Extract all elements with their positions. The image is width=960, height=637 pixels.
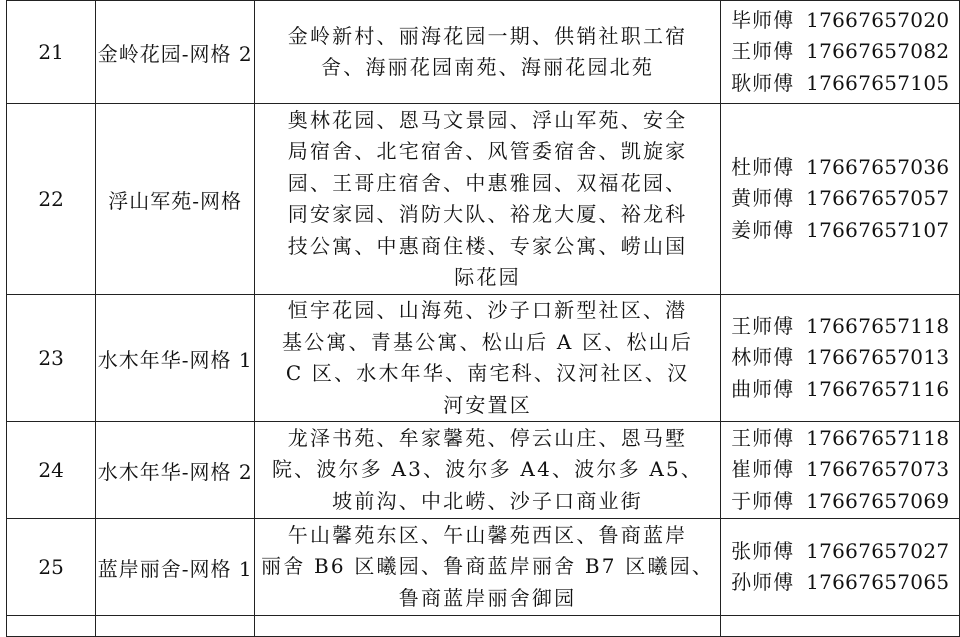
table-row [7, 422, 960, 519]
contact-list [721, 104, 960, 295]
community-line: 金岭新村、丽海花园一期、供销社职工宿 [287, 23, 688, 48]
table-row [7, 104, 960, 295]
contact-name: 姜师傅 [731, 217, 795, 242]
contact-name: 王师傅 [731, 39, 795, 64]
community-line: 院、波尔多 A3、波尔多 A4、波尔多 A5、 [271, 457, 704, 482]
table-row [7, 295, 960, 422]
grid-name: 蓝岸丽舍-网格 1 [96, 519, 255, 616]
contact-phone: 17667657057 [806, 186, 950, 211]
grid-name: 水木年华-网格 2 [96, 422, 255, 519]
community-list [255, 422, 721, 519]
empty-cell [255, 616, 721, 637]
empty-cell [96, 616, 255, 637]
contact-entry [731, 215, 959, 247]
empty-cell [7, 616, 96, 637]
community-line: 际花园 [454, 265, 521, 289]
contact-name: 于师傅 [731, 488, 795, 513]
contact-phone: 17667657073 [806, 457, 950, 482]
contact-list [721, 295, 960, 422]
contact-name: 崔师傅 [731, 457, 795, 482]
contact-phone: 17667657082 [806, 39, 950, 64]
contact-entry [731, 311, 959, 343]
contact-entry [731, 68, 959, 100]
community-line: 河安置区 [443, 392, 532, 417]
contact-entry [731, 486, 959, 518]
contact-entry [731, 423, 959, 455]
contact-phone: 17667657036 [806, 154, 950, 179]
row-number: 21 [7, 1, 96, 104]
contact-phone: 17667657105 [806, 70, 950, 95]
contact-name: 王师傅 [731, 313, 795, 338]
community-line: 基公寓、青基公寓、松山后 A 区、松山后 [281, 329, 694, 354]
community-line: 局宿舍、北宅宿舍、风管委宿舍、凯旋家 [287, 139, 688, 163]
community-line: 坡前沟、中北崂、沙子口商业街 [332, 488, 643, 513]
table-row [7, 1, 960, 104]
empty-cell [721, 616, 960, 637]
contact-name: 林师傅 [731, 345, 795, 370]
community-line: 技公寓、中惠商住楼、专家公寓、崂山国 [287, 233, 688, 258]
community-list [255, 104, 721, 295]
contact-phone: 17667657013 [806, 345, 950, 370]
contact-entry [731, 454, 959, 486]
grid-contact-table [6, 0, 960, 637]
contact-entry [731, 5, 959, 37]
row-number: 23 [7, 295, 96, 422]
contact-name: 张师傅 [731, 538, 795, 563]
contact-phone: 17667657020 [806, 7, 950, 32]
community-line: 同安家园、消防大队、裕龙大厦、裕龙科 [287, 202, 688, 226]
grid-name: 水木年华-网格 1 [96, 295, 255, 422]
contact-list [721, 1, 960, 104]
contact-phone: 17667657107 [806, 217, 950, 242]
contact-entry [731, 152, 959, 184]
contact-phone: 17667657118 [806, 425, 950, 450]
table-row-partial [7, 616, 960, 637]
contact-phone: 17667657116 [806, 376, 950, 401]
community-list [255, 519, 721, 616]
row-number: 25 [7, 519, 96, 616]
community-list [255, 1, 721, 104]
grid-name: 金岭花园-网格 2 [96, 1, 255, 104]
contact-list [721, 519, 960, 616]
community-line: 舍、海丽花园南苑、海丽花园北苑 [321, 55, 655, 79]
contact-entry [731, 342, 959, 374]
contact-name: 耿师傅 [731, 70, 795, 95]
row-number: 22 [7, 104, 96, 295]
contact-name: 王师傅 [731, 425, 795, 450]
contact-list [721, 422, 960, 519]
contact-name: 黄师傅 [731, 186, 795, 211]
contact-phone: 17667657065 [806, 570, 950, 594]
contact-entry [731, 183, 959, 215]
contact-phone: 17667657118 [806, 313, 950, 338]
community-line: 午山馨苑东区、午山馨苑西区、鲁商蓝岸 [287, 522, 688, 547]
community-line: 恒宇花园、山海苑、沙子口新型社区、潜 [287, 298, 688, 322]
contact-phone: 17667657069 [806, 488, 950, 513]
table-row [7, 519, 960, 616]
community-line: 丽舍 B6 区曦园、鲁商蓝岸丽舍 B7 区曦园、 [261, 554, 715, 579]
row-number: 24 [7, 422, 96, 519]
community-line: 鲁商蓝岸丽舍御园 [398, 585, 577, 610]
contact-name: 孙师傅 [731, 570, 795, 594]
community-line: 园、王哥庄宿舍、中惠雅园、双福花园、 [287, 170, 688, 195]
contact-name: 毕师傅 [731, 7, 795, 32]
grid-name: 浮山军苑-网格 [96, 104, 255, 295]
community-line: 奥林花园、恩马文景园、浮山军苑、安全 [287, 107, 688, 132]
community-line: C 区、水木年华、南宅科、汉河社区、汉 [285, 361, 690, 385]
community-list [255, 295, 721, 422]
community-line: 龙泽书苑、牟家馨苑、停云山庄、恩马墅 [287, 425, 688, 450]
contact-entry [731, 536, 959, 568]
contact-name: 曲师傅 [731, 376, 795, 401]
contact-entry [731, 374, 959, 406]
contact-name: 杜师傅 [731, 154, 795, 179]
contact-phone: 17667657027 [806, 538, 950, 563]
contact-entry [731, 567, 959, 599]
contact-entry [731, 36, 959, 68]
